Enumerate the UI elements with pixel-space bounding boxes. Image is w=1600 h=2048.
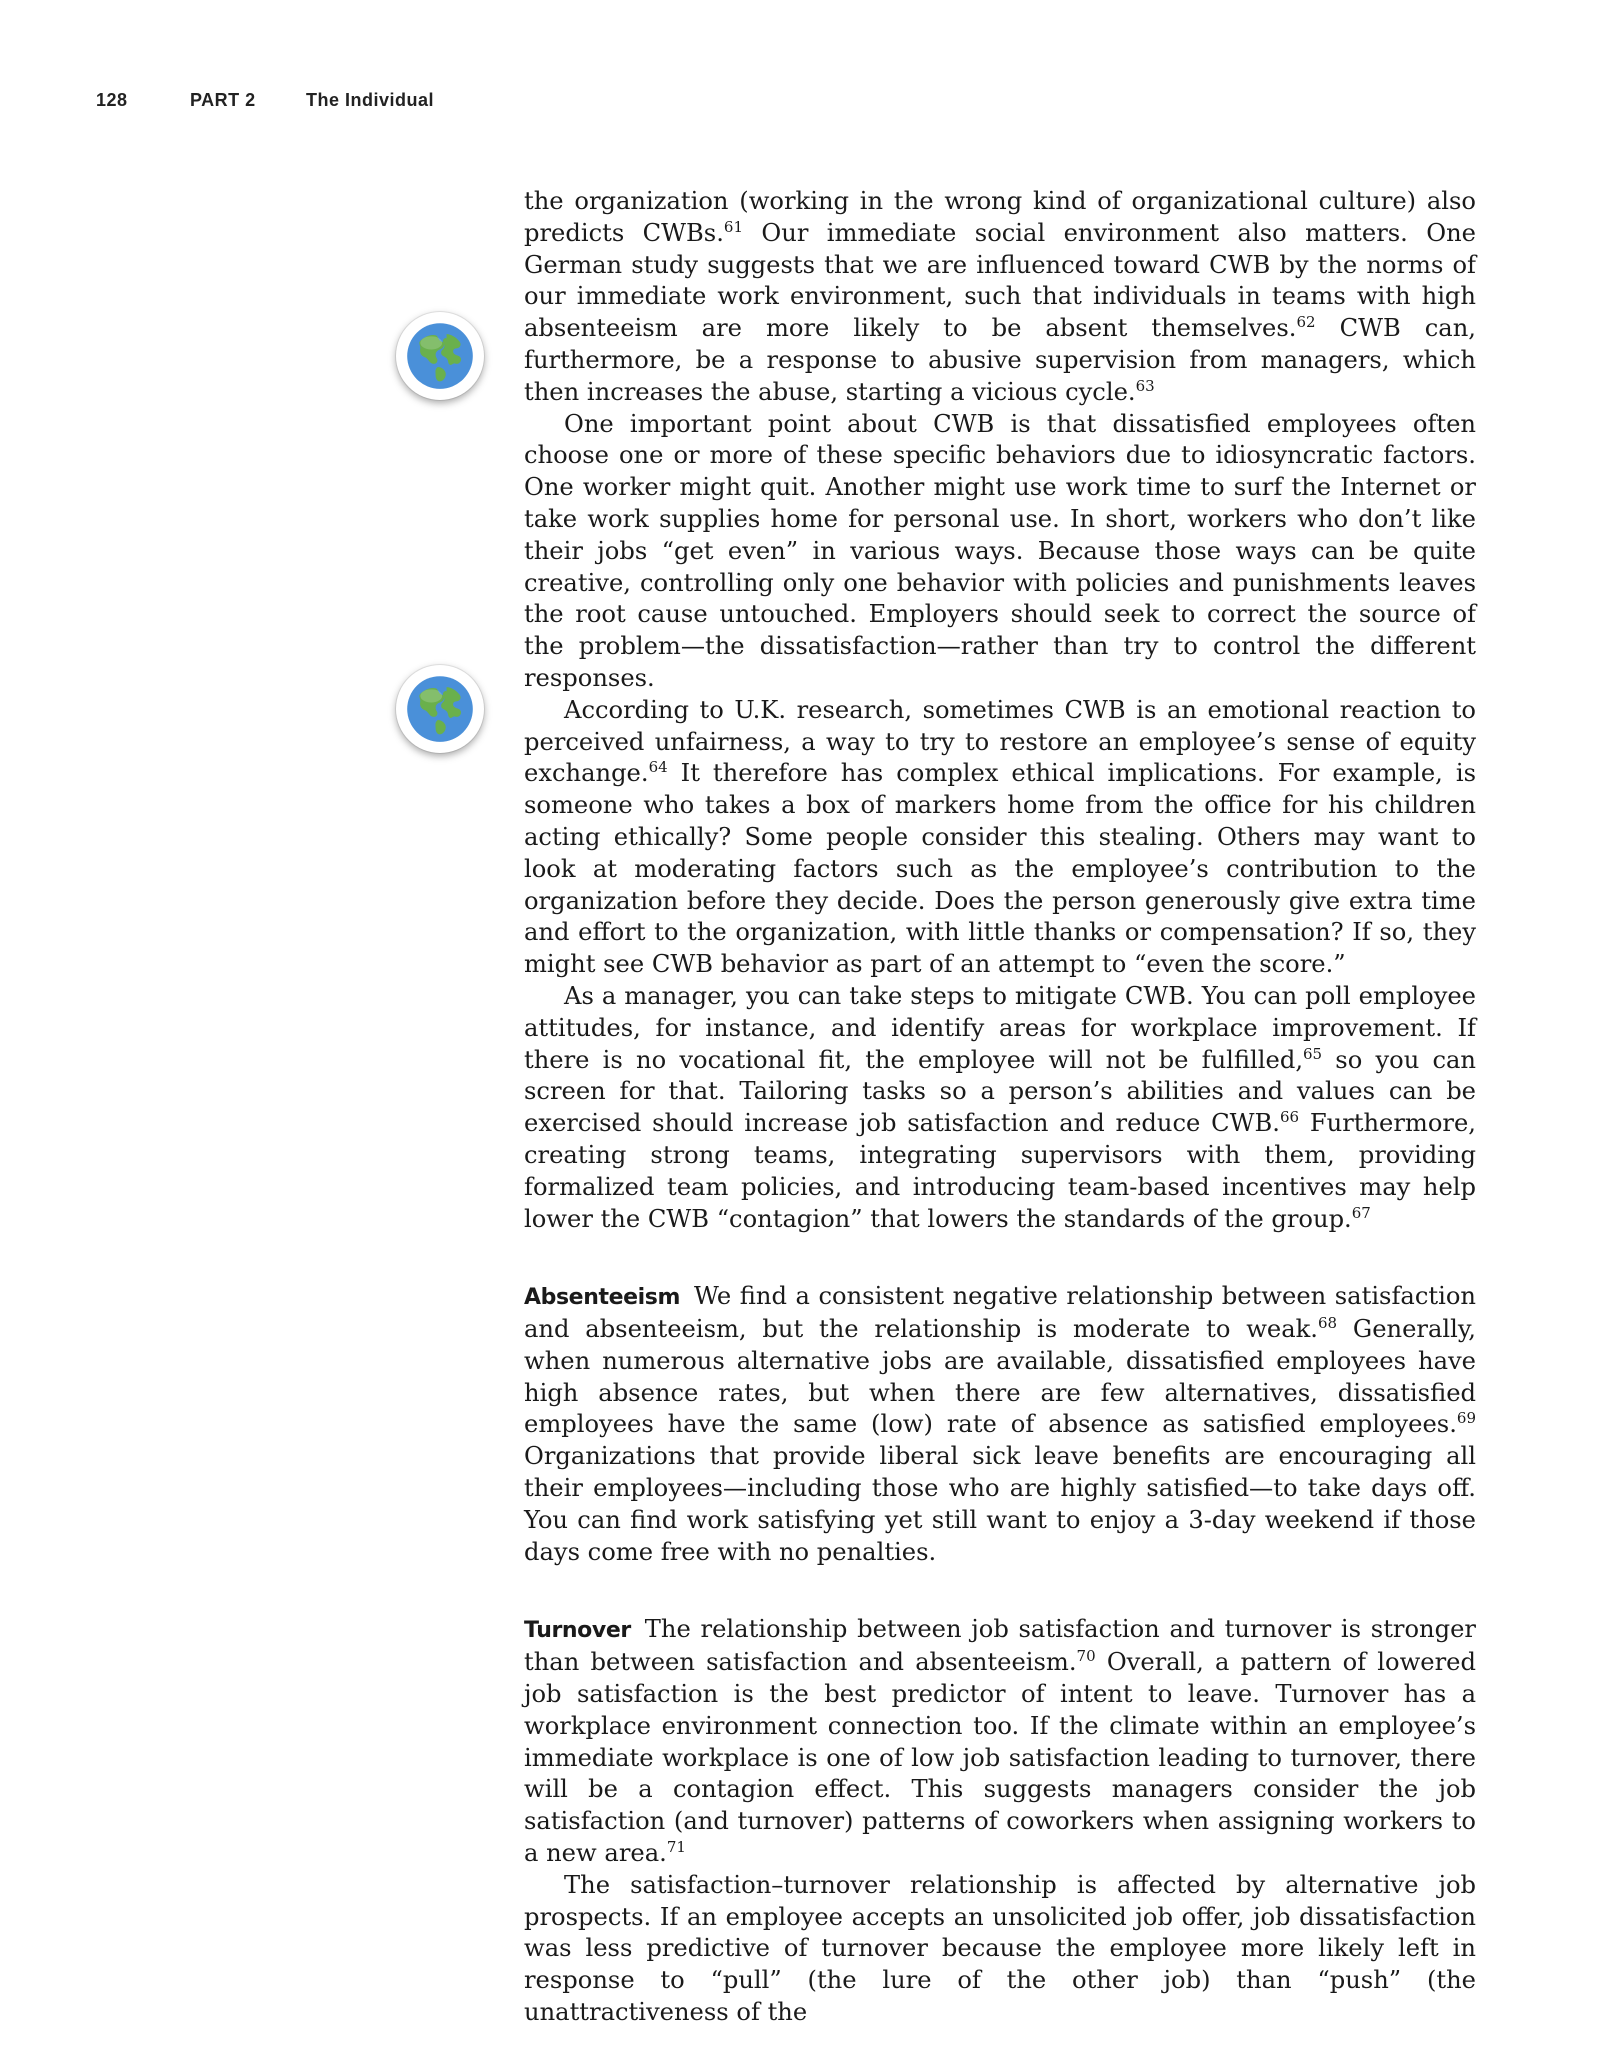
runin-heading: Absenteeism (524, 1285, 680, 1311)
part-label: PART 2 (190, 90, 256, 110)
text-run: The satisfaction–turnover relationship is affected by alternative job prospects. If an employee accepts an unsolicited job offer, job dissatisfaction was less predictive of turnover because the employee more likely left in response to “pull” (the lure of the other job) than “push” (the unattractiveness of the (524, 1870, 1476, 2027)
text-run: Generally, when numerous alternative jobs are available, dissatisfied employees have high absence rates, but when there are few alternatives, dissatisfied employees have the same (low) rate of absence as satisfied employees. (524, 1315, 1477, 1439)
section-paragraph (524, 1281, 1476, 1568)
footnote-ref: 69 (1456, 1409, 1476, 1428)
paragraph (524, 1870, 1476, 2029)
text-run: Furthermore, creating strong teams, integrating supervisors with them, providing formalized team policies, and introducing team-based incentives may help lower the CWB “contagion” that lowers the standards of the group. (524, 1109, 1476, 1233)
globe-icon (396, 312, 484, 400)
globe-icon (396, 665, 484, 753)
text-run: Organizations that provide liberal sick leave benefits are encouraging all their employees—including those who are highly satisfied—to take days off. You can find work satisfying yet still want to enjoy a 3-day weekend if those days come free with no penalties. (524, 1442, 1476, 1566)
footnote-ref: 65 (1303, 1044, 1323, 1063)
section-paragraph (524, 1614, 1476, 1869)
footnote-ref: 64 (648, 758, 668, 777)
runin-heading: Turnover (524, 1618, 631, 1644)
text-run: It therefore has complex ethical implications. For example, is someone who takes a box of markers home from the office for his children acting ethically? Some people consider this stealing. Others may want to look at moderating factors such as the employee’s contribution to the organization before they decide. Does the person generously give extra time and effort to the organization, with little thanks or compensation? If so, they might see CWB behavior as part of an attempt to “even the score.” (524, 759, 1476, 979)
text-run: CWB can, furthermore, be a response to abusive supervision from managers, which then increases the abuse, starting a vicious cycle. (524, 314, 1476, 406)
paragraph (524, 186, 1476, 409)
footnote-ref: 63 (1135, 376, 1155, 395)
footnote-ref: 62 (1296, 313, 1316, 332)
footnote-ref: 68 (1317, 1314, 1338, 1333)
paragraph (524, 695, 1476, 981)
footnote-ref: 71 (666, 1837, 686, 1856)
text-run: the organization (working in the wrong kind of organizational culture) also predicts CWBs. (524, 187, 1476, 247)
part-title: The Individual (306, 90, 435, 110)
paragraph (524, 981, 1476, 1235)
page-number: 128 (96, 90, 128, 110)
body-text (524, 186, 1476, 2029)
footnote-ref: 70 (1076, 1647, 1096, 1666)
text-run: The relationship between job satisfaction and turnover is stronger than between satisfaction and absenteeism. (524, 1615, 1476, 1677)
footnote-ref: 66 (1279, 1108, 1300, 1127)
paragraph (524, 409, 1476, 695)
footnote-ref: 67 (1351, 1203, 1371, 1222)
text-run: Our immediate social environment also matters. One German study suggests that we are influenced toward CWB by the norms of our immediate work environment, such that individuals in teams with high absenteeism are more likely to be absent themselves. (524, 218, 1476, 343)
text-run: As a manager, you can take steps to mitigate CWB. You can poll employee attitudes, for instance, and identify areas for workplace improvement. If there is no vocational fit, the employee will not be fulfilled, (524, 981, 1476, 1074)
text-run: so you can screen for that. Tailoring tasks so a person’s abilities and values can be exercised should increase job satisfaction and reduce CWB. (524, 1045, 1476, 1138)
text-run: According to U.K. research, sometimes CWB is an emotional reaction to perceived unfairness, a way to try to restore an employee’s sense of equity exchange. (524, 695, 1476, 788)
text-run: One important point about CWB is that dissatisfied employees often choose one or more of these specific behaviors due to idiosyncratic factors. One worker might quit. Another might use work time to surf the Internet or take work supplies home for personal use. In short, workers who don’t like their jobs “get even” in various ways. Because those ways can be quite creative, controlling only one behavior with policies and punishments leaves the root cause untouched. Employers should seek to correct the source of the problem—the dissatisfaction—rather than try to control the different responses. (524, 409, 1476, 692)
text-run: We find a consistent negative relationship between satisfaction and absenteeism, but the relationship is moderate to weak. (524, 1282, 1476, 1344)
footnote-ref: 61 (723, 217, 743, 236)
text-run: Overall, a pattern of lowered job satisfaction is the best predictor of intent to leave. Turnover has a workplace environment connection too. If the climate within an employee’s immediate workplace is one of low job satisfaction leading to turnover, there will be a contagion effect. This suggests managers consider the job satisfaction (and turnover) patterns of coworkers when assigning workers to a new area. (524, 1648, 1476, 1868)
